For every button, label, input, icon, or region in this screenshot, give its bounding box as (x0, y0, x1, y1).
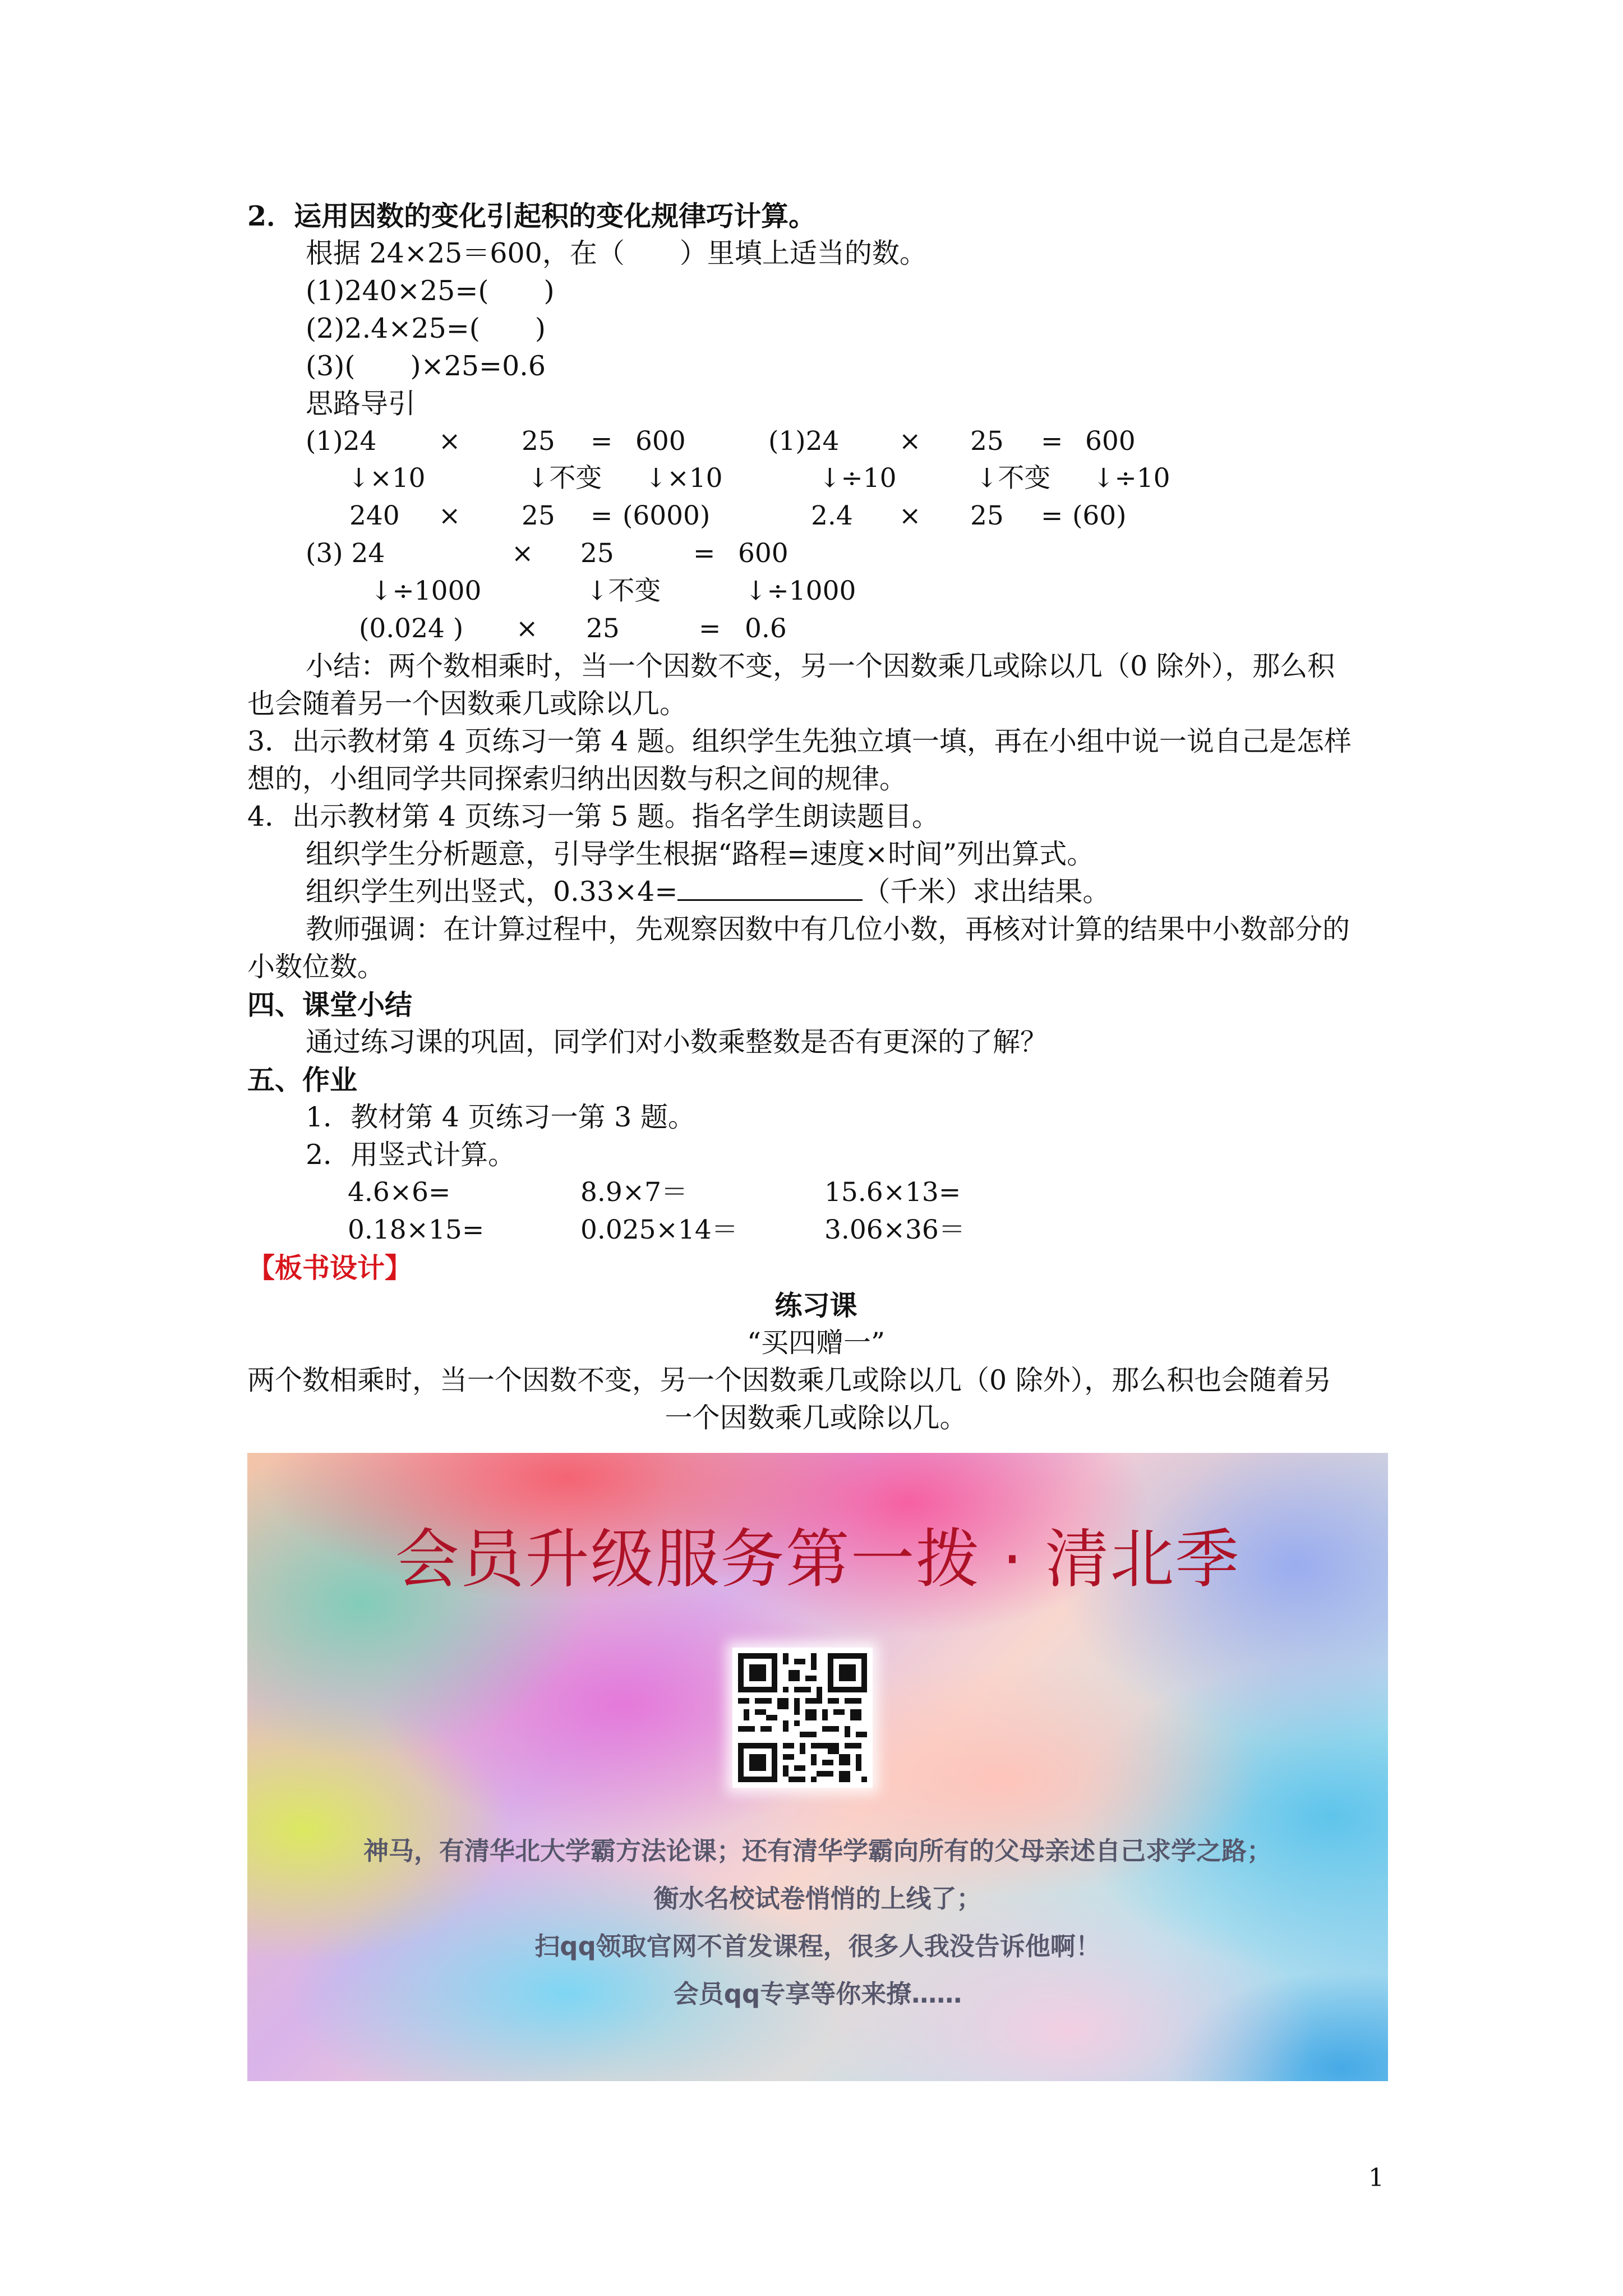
question-1: (1)240×25=( ) (306, 275, 555, 307)
summary-line-2: 也会随着另一个因数乘几或除以几。 (247, 688, 688, 720)
guide-row-6 (0, 610, 1623, 647)
guide-cell: × (899, 500, 921, 531)
guide-cell: = (1041, 426, 1063, 457)
guide-cell: (1)24 (306, 426, 377, 457)
qr-code-icon[interactable] (732, 1648, 873, 1788)
qr-code-graphic (732, 1648, 873, 1788)
exercise-item: 3.06×36＝ (824, 1214, 965, 1245)
board-rule-line-2: 一个因数乘几或除以几。 (665, 1402, 967, 1434)
answer-blank (677, 875, 863, 901)
guide-cell: (60) (1072, 500, 1127, 531)
guide-cell: 0.6 (745, 613, 787, 644)
guide-cell: 25 (586, 613, 620, 644)
guide-cell: = (591, 500, 613, 531)
part-4-text: 通过练习课的巩固，同学们对小数乘整数是否有更深的了解？ (306, 1026, 1048, 1058)
guide-cell: ↓不变 (527, 463, 602, 494)
guide-cell: = (1041, 500, 1063, 531)
guide-cell: ↓×10 (645, 463, 723, 494)
banner-text-line-1: 神马，有清华北大学霸方法论课；还有清华学霸向所有的父母亲述自己求学之路； (363, 1836, 1272, 1866)
guide-cell: (1)24 (768, 426, 840, 457)
guide-cell: × (516, 613, 538, 644)
section-4-unit: （千米）求出结果。 (863, 876, 1110, 908)
exercise-item: 4.6×6= (348, 1177, 451, 1208)
section-2-heading: 2．运用因数的变化引起积的变化规律巧计算。 (247, 200, 817, 232)
board-rule-line-1: 两个数相乘时，当一个因数不变，另一个因数乘几或除以几（0 除外），那么积也会随着另 (247, 1364, 1332, 1396)
section-4-line-3 (306, 873, 1110, 910)
guide-row-4 (0, 535, 1623, 572)
banner-text-line-4: 会员qq专享等你来撩…… (673, 1979, 962, 2009)
guide-cell: ↓÷1000 (370, 576, 482, 606)
homework-item-2: 2．用竖式计算。 (306, 1139, 516, 1171)
section-4-formula: 组织学生列出竖式，0.33×4= (306, 876, 678, 908)
guide-cell: (6000) (623, 500, 711, 531)
summary-line-1: 小结：两个数相乘时，当一个因数不变，另一个因数乘几或除以几（0 除外），那么积 (306, 650, 1335, 682)
guide-cell: 25 (522, 426, 555, 457)
section-3-line-2: 想的，小组同学共同探索归纳出因数与积之间的规律。 (247, 763, 907, 795)
homework-item-1: 1．教材第 4 页练习一第 3 题。 (306, 1101, 695, 1133)
exercise-item: 8.9×7＝ (580, 1177, 688, 1208)
guide-row-2 (0, 460, 1623, 497)
teacher-emphasis-line-2: 小数位数。 (247, 951, 385, 983)
guide-cell: 25 (522, 500, 555, 531)
section-4-line-2: 组织学生分析题意，引导学生根据“路程=速度×时间”列出算式。 (306, 838, 1095, 870)
teacher-emphasis-line-1: 教师强调：在计算过程中，先观察因数中有几位小数，再核对计算的结果中小数部分的 (306, 913, 1350, 945)
guide-row-5 (0, 573, 1623, 610)
guide-cell: (3) 24 (306, 538, 385, 569)
guide-cell: 600 (635, 426, 686, 457)
guide-cell: 2.4 (811, 500, 853, 531)
question-3: (3)( )×25=0.6 (306, 350, 546, 382)
board-design-label: 【板书设计】 (247, 1251, 413, 1284)
guide-cell: ↓÷10 (819, 463, 897, 494)
guide-cell: × (439, 500, 461, 531)
guide-cell: × (899, 426, 921, 457)
guide-cell: 25 (970, 500, 1004, 531)
guide-cell: (0.024 ) (359, 613, 464, 644)
board-title: 练习课 (774, 1289, 857, 1322)
question-2: (2)2.4×25=( ) (306, 312, 546, 344)
board-subtitle: “买四赠一” (746, 1327, 886, 1359)
exercise-row-1 (0, 1174, 1623, 1211)
guide-row-3 (0, 498, 1623, 535)
page-number: 1 (1368, 2164, 1384, 2192)
guide-cell: 600 (1085, 426, 1136, 457)
guide-cell: 25 (970, 426, 1004, 457)
guide-cell: ↓÷10 (1092, 463, 1170, 494)
guide-cell: 600 (738, 538, 789, 569)
guide-cell: = (699, 613, 721, 644)
guide-cell: 25 (580, 538, 614, 569)
exercise-row-2 (0, 1212, 1623, 1249)
guide-cell: 240 (349, 500, 400, 531)
section-3-line-1: 3．出示教材第 4 页练习一第 4 题。组织学生先独立填一填，再在小组中说一说自己是怎样 (247, 725, 1352, 757)
section-4-line-1: 4．出示教材第 4 页练习一第 5 题。指名学生朗读题目。 (247, 800, 939, 832)
exercise-item: 0.025×14＝ (580, 1214, 738, 1245)
guide-cell: ↓÷1000 (745, 576, 856, 606)
guide-cell: ↓×10 (348, 463, 426, 494)
guide-cell: = (591, 426, 613, 457)
guide-cell: × (511, 538, 534, 569)
banner-title: 会员升级服务第一拨 · 清北季 (395, 1522, 1241, 1596)
guide-cell: = (693, 538, 716, 569)
part-4-heading: 四、课堂小结 (247, 988, 413, 1021)
banner-text-line-2: 衡水名校试卷悄悄的上线了； (653, 1884, 982, 1913)
banner-text-line-3: 扫qq领取官网不首发课程，很多人我没告诉他啊！ (534, 1931, 1101, 1961)
promo-banner (247, 1453, 1388, 2081)
guide-cell: × (439, 426, 461, 457)
part-5-heading: 五、作业 (247, 1064, 358, 1096)
section-2-prompt: 根据 24×25＝600，在（ ）里填上适当的数。 (306, 237, 927, 269)
guide-cell: ↓不变 (976, 463, 1051, 494)
guide-cell: ↓不变 (586, 576, 661, 606)
guide-label: 思路导引 (306, 388, 416, 420)
exercise-item: 0.18×15= (348, 1214, 485, 1245)
guide-row-1 (0, 423, 1623, 460)
exercise-item: 15.6×13= (824, 1177, 961, 1208)
